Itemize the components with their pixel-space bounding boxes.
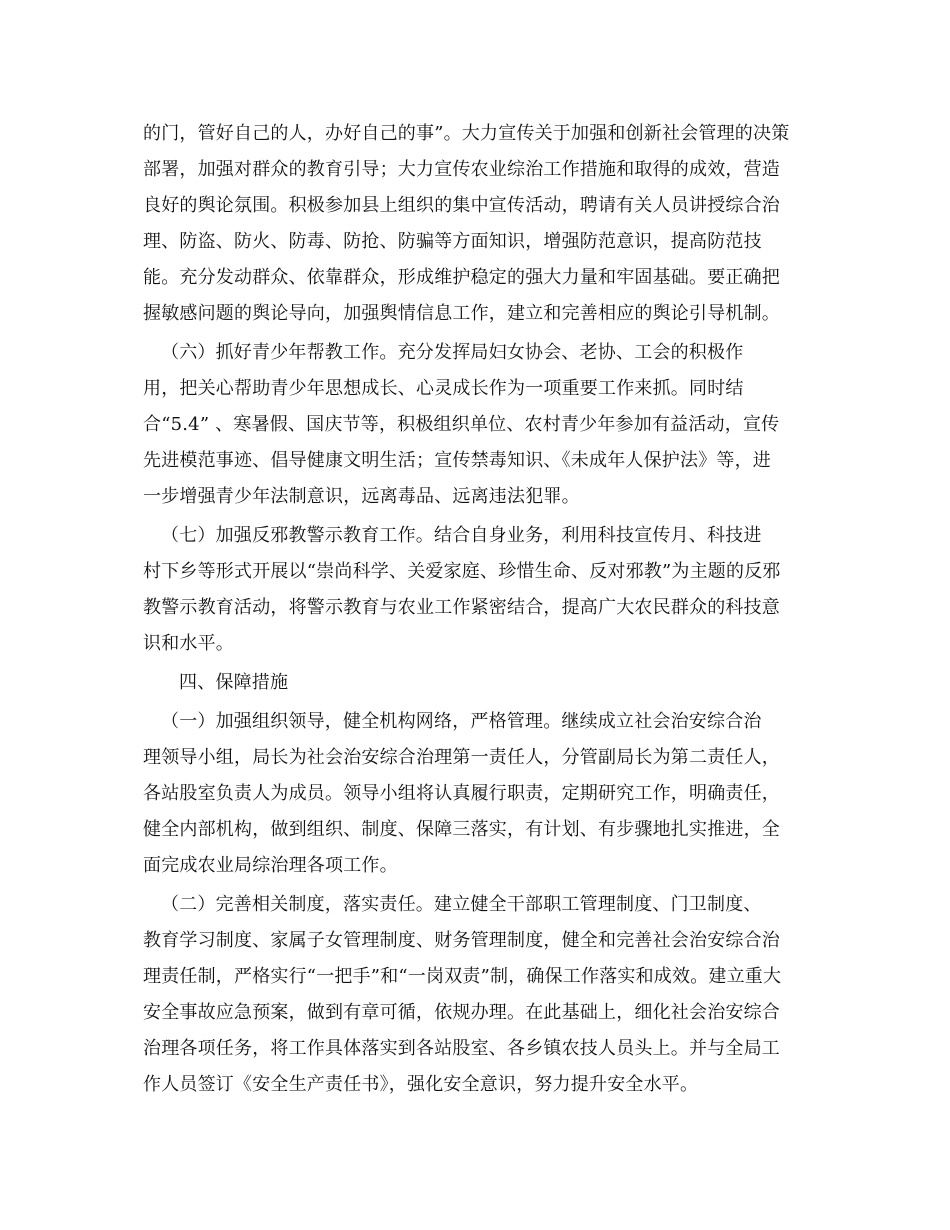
text-line: 能。充分发动群众、依靠群众，形成维护稳定的强大力量和牢固基础。要正确把: [143, 267, 780, 288]
text-line: 理责任制，严格实行“一把手”和“一岗双责”制，确保工作落实和成效。建立重大: [143, 966, 782, 987]
text-line: 用，把关心帮助青少年思想成长、心灵成长作为一项重要工作来抓。同时结: [143, 378, 744, 399]
document-body: [143, 116, 807, 1103]
text-line: （一）加强组织领导，健全机构网络，严格管理。继续成立社会治安综合治: [161, 711, 762, 732]
text-line: 的门，管好自己的人，办好自己的事”。大力宣传关于加强和创新社会管理的决策: [143, 123, 790, 144]
text-line: 教育学习制度、家属子女管理制度、财务管理制度，健全和完善社会治安综合治: [143, 930, 780, 951]
text-line: 四、保障措施: [179, 672, 289, 693]
text-line: 作人员签订《安全生产责任书》，强化安全意识，努力提升安全水平。: [143, 1074, 699, 1095]
text-line: 教警示教育活动，将警示教育与农业工作紧密结合，提高广大农民群众的科技意: [143, 597, 780, 618]
text-line: 各站股室负责人为成员。领导小组将认真履行职责，定期研究工作，明确责任，: [143, 783, 780, 804]
text-line: 部署，加强对群众的教育引导；大力宣传农业综治工作措施和取得的成效，营造: [143, 159, 780, 180]
text-line: 理领导小组，局长为社会治安综合治理第一责任人，分管副局长为第二责任人，: [143, 747, 780, 768]
text-line: （二）完善相关制度，落实责任。建立健全干部职工管理制度、门卫制度、: [161, 894, 762, 915]
text-line: 识和水平。: [143, 633, 234, 654]
text-line: 一步增强青少年法制意识，远离毒品、远离违法犯罪。: [143, 486, 580, 507]
text-line: 安全事故应急预案，做到有章可循，依规办理。在此基础上，细化社会治安综合: [143, 1002, 780, 1023]
text-line: 合“5.4” 、寒暑假、国庆节等，积极组织单位、农村青少年参加有益活动，宣传: [143, 414, 780, 435]
text-line: 理、防盗、防火、防毒、防抢、防骗等方面知识，增强防范意识，提高防范技: [143, 231, 762, 252]
text-line: 良好的舆论氛围。积极参加县上组织的集中宣传活动，聘请有关人员讲授综合治: [143, 195, 780, 216]
text-line: （六）抓好青少年帮教工作。充分发挥局妇女协会、老协、工会的积极作: [161, 342, 744, 363]
text-line: 先进模范事迹、倡导健康文明生活；宣传禁毒知识、《未成年人保护法》等，进: [143, 450, 771, 471]
text-line: （七）加强反邪教警示教育工作。结合自身业务，利用科技宣传月、科技进: [161, 525, 762, 546]
text-line: 握敏感问题的舆论导向，加强舆情信息工作，建立和完善相应的舆论引导机制。: [143, 303, 780, 324]
text-line: 治理各项任务，将工作具体落实到各站股室、各乡镇农技人员头上。并与全局工: [143, 1038, 780, 1059]
text-line: 健全内部机构，做到组织、制度、保障三落实，有计划、有步骤地扎实推进，全: [143, 819, 780, 840]
text-line: 面完成农业局综治理各项工作。: [143, 855, 398, 876]
text-line: 村下乡等形式开展以“崇尚科学、关爱家庭、珍惜生命、反对邪教”为主题的反邪: [143, 561, 781, 582]
